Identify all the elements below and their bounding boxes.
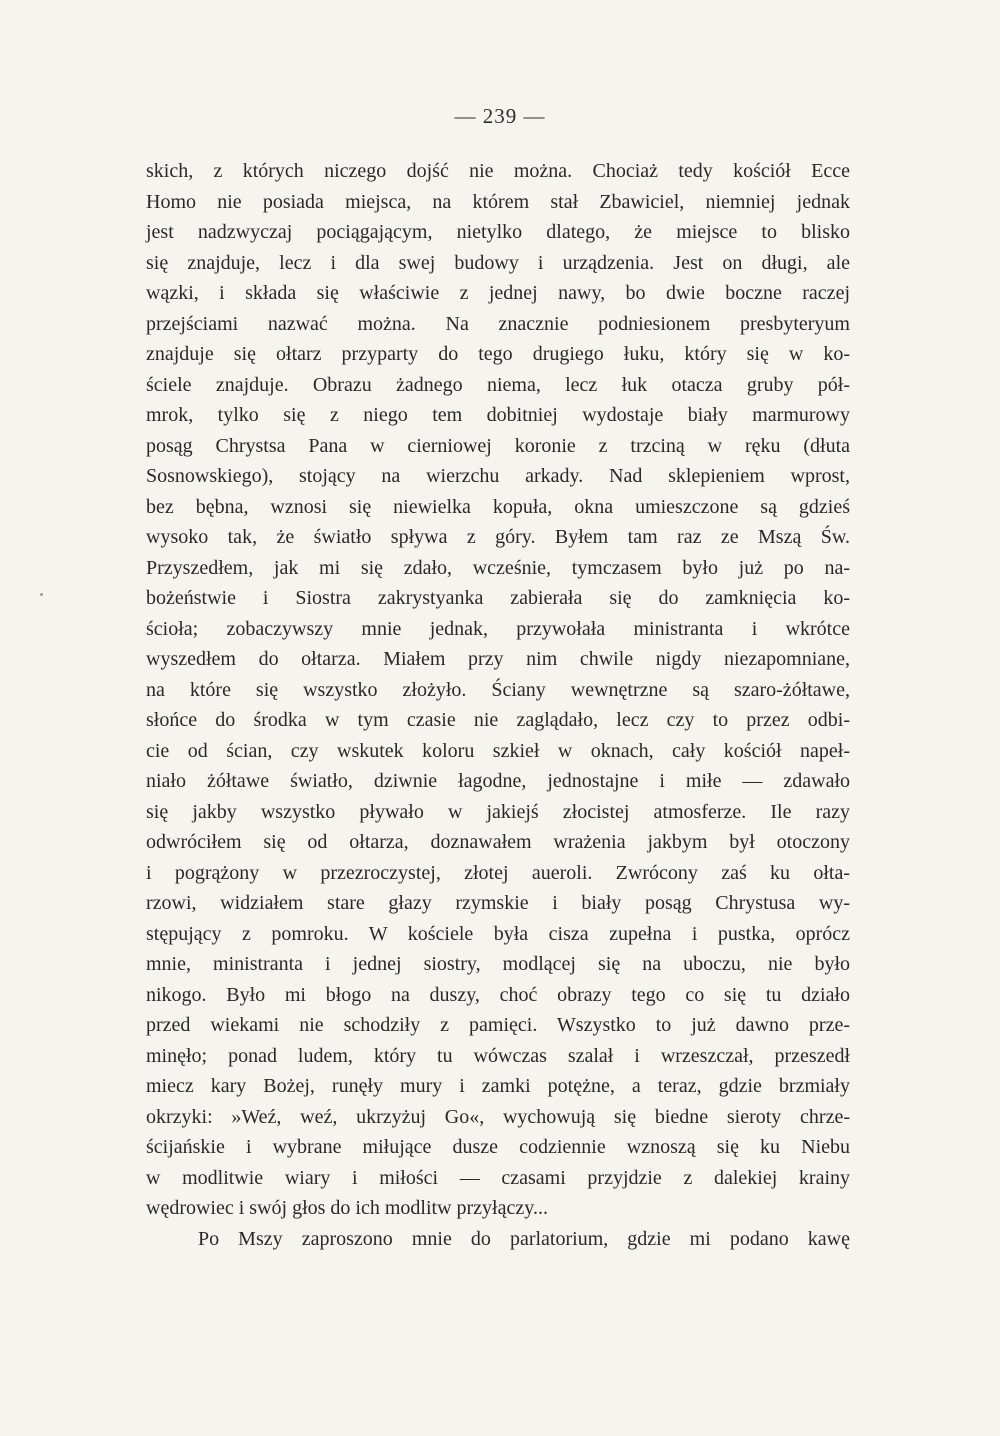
text-line: przed wiekami nie schodziły z pamięci. Wszystko to już dawno prze- [146, 1014, 850, 1036]
text-line: okrzyki: »Weź, weź, ukrzyżuj Go«, wychowują się biedne sieroty chrze- [146, 1105, 850, 1128]
text-line: ściele znajduje. Obrazu żadnego niema, lecz łuk otacza gruby pół- [146, 373, 850, 396]
text-line: nikogo. Było mi błogo na duszy, choć obrazy tego co się tu działo [146, 983, 850, 1006]
paper-speck [40, 593, 43, 596]
text-line: jest nadzwyczaj pociągającym, nietylko dlatego, że miejsce to blisko [146, 221, 850, 243]
text-line: mnie, ministranta i jednej siostry, modlącej się na uboczu, nie było [146, 953, 850, 975]
text-line: bez bębna, wznosi się niewielka kopuła, okna umieszczone są gdzieś [146, 495, 850, 518]
text-line: się jakby wszystko pływało w jakiejś złocistej atmosferze. Ile razy [146, 800, 850, 823]
paragraph-last-line: wędrowiec i swój głos do ich modlitw przyłączy... [146, 1197, 548, 1219]
text-line: przejściami nazwać można. Na znacznie podniesionem presbyteryum [146, 312, 850, 335]
text-line: się znajduje, lecz i dla swej budowy i urządzenia. Jest on długi, ale [146, 251, 850, 274]
text-line: wysoko tak, że światło spływa z góry. Byłem tam raz ze Mszą Św. [146, 526, 850, 548]
text-line: i pogrążony w przezroczystej, złotej aueroli. Zwrócony zaś ku ołta- [146, 861, 850, 884]
text-line: posąg Chrystsa Pana w cierniowej koronie z trzciną w ręku (dłuta [146, 434, 850, 457]
page-number: — 239 — [454, 104, 546, 128]
text-line: Homo nie posiada miejsca, na którem stał Zbawiciel, niemniej jednak [146, 190, 850, 213]
text-line: niało żółtawe światło, dziwnie łagodne, jednostajne i miłe — zdawało [146, 770, 850, 792]
text-line: odwróciłem się od ołtarza, doznawałem wrażenia jakbym był otoczony [146, 831, 850, 853]
text-line: mrok, tylko się z niego tem dobitniej wydostaje biały marmurowy [146, 404, 850, 426]
text-line: bożeństwie i Siostra zakrystyanka zabierała się do zamknięcia ko- [146, 587, 850, 609]
text-line: na które się wszystko złożyło. Ściany wewnętrzne są szaro-żółtawe, [146, 678, 850, 701]
text-line: Przyszedłem, jak mi się zdało, wcześnie, tymczasem było już po na- [146, 556, 850, 579]
text-line: rzowi, widziałem stare głazy rzymskie i biały posąg Chrystusa wy- [146, 892, 850, 914]
text-line: ścijańskie i wybrane miłujące dusze codziennie wznoszą się ku Niebu [146, 1136, 850, 1158]
text-line: w modlitwie wiary i miłości — czasami przyjdzie z dalekiej krainy [146, 1166, 850, 1189]
text-line: stępujący z pomroku. W kościele była cisza zupełna i pustka, oprócz [146, 922, 850, 945]
text-line: skich, z których niczego dojść nie można. Chociaż tedy kościół Ecce [146, 160, 850, 182]
text-line: znajduje się ołtarz przyparty do tego drugiego łuku, który się w ko- [146, 343, 850, 365]
text-line: ścioła; zobaczywszy mnie jednak, przywołała ministranta i wkrótce [146, 617, 850, 640]
text-line: wązki, i składa się właściwie z jednej nawy, bo dwie boczne raczej [146, 282, 850, 304]
text-line: słońce do środka w tym czasie nie zaglądało, lecz czy to przez odbi- [146, 709, 850, 731]
text-line: wyszedłem do ołtarza. Miałem przy nim chwile nigdy niezapomniane, [146, 648, 850, 670]
paragraph-first-line: Po Mszy zaproszono mnie do parlatorium, gdzie mi podano kawę [198, 1227, 850, 1250]
text-line: minęło; ponad ludem, który tu wówczas szalał i wrzeszczał, przeszedł [146, 1044, 850, 1067]
text-line: miecz kary Bożej, runęły mury i zamki potężne, a teraz, gdzie brzmiały [146, 1075, 850, 1097]
text-line: cie od ścian, czy wskutek koloru szkieł w oknach, cały kościół napeł- [146, 739, 850, 762]
text-line: Sosnowskiego), stojący na wierzchu arkady. Nad sklepieniem wprost, [146, 465, 850, 487]
body-text [146, 156, 850, 1254]
